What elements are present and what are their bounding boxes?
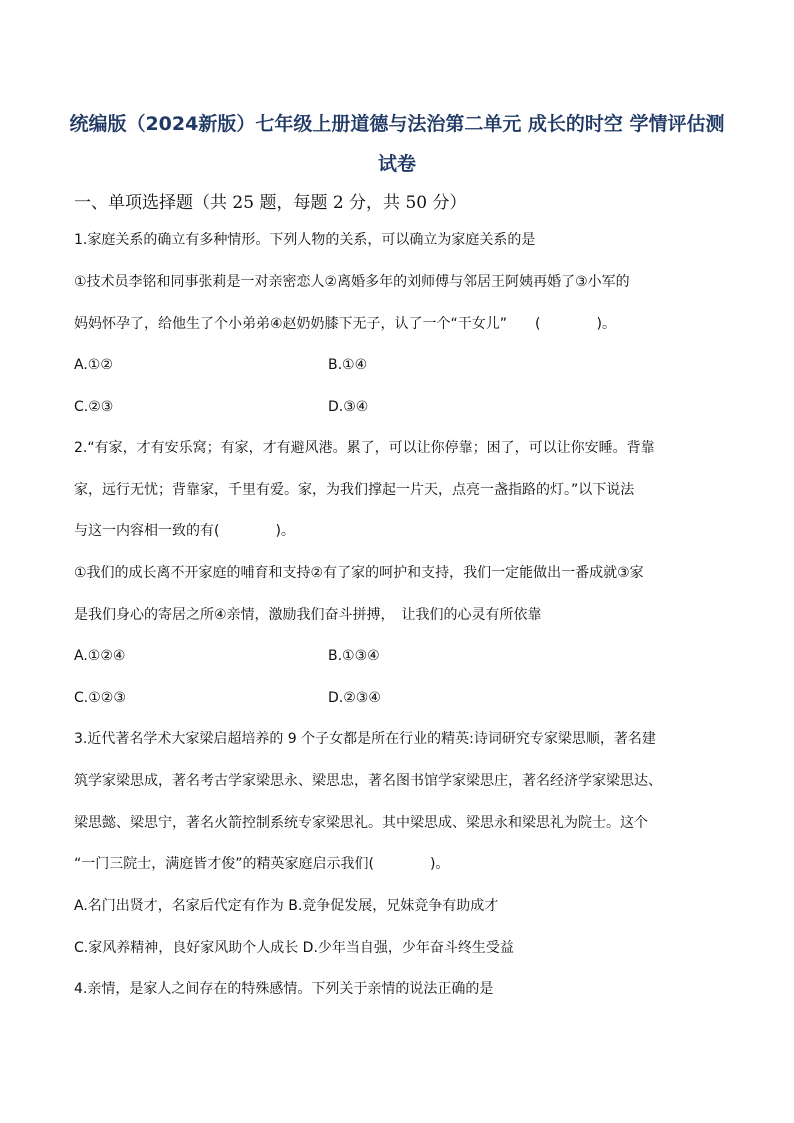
- option-c: C.②③: [74, 399, 114, 415]
- q1-options-row: [74, 397, 724, 417]
- q3-stem-line: 筑学家梁思成，著名考古学家梁思永、梁思忠，著名图书馆学家梁思庄，著名经济学家梁思达、: [74, 773, 662, 789]
- q1-stem: 1.家庭关系的确立有多种情形。下列人物的关系，可以确立为家庭关系的是: [74, 232, 536, 248]
- title-line-1: 统编版（2024新版）七年级上册道德与法治第二单元 成长的时空 学情评估测: [69, 113, 725, 135]
- q2-stem-line: 与这一内容相一致的有( )。: [74, 523, 295, 539]
- option-c: C.①②③: [74, 690, 126, 706]
- option-b: B.①④: [328, 357, 368, 373]
- q3-stem-line: 3.近代著名学术大家梁启超培养的 9 个子女都是所在行业的精英:诗词研究专家梁思顺，著名建: [74, 731, 656, 747]
- option-a: A.①②: [74, 357, 113, 373]
- q1-options-row: [74, 355, 724, 375]
- option-d: D.②③④: [328, 690, 381, 706]
- option-d: D.③④: [328, 399, 369, 415]
- q2-statement-line: 是我们身心的寄居之所④亲情，激励我们奋斗拼搏， 让我们的心灵有所依靠: [74, 607, 542, 623]
- document-title: [60, 104, 734, 184]
- option-a: A.①②④: [74, 648, 126, 664]
- q2-stem-line: 家，远行无忧；背靠家，千里有爱。家，为我们撑起一片天，点亮一盏指路的灯。”以下说法: [74, 482, 635, 498]
- q3-options-line: A.名门出贤才，名家后代定有作为 B.竞争促发展，兄妹竞争有助成才: [74, 898, 499, 914]
- section-heading: 一、单项选择题（共 25 题，每题 2 分，共 50 分）: [74, 193, 467, 213]
- q2-options-row: [74, 646, 724, 666]
- q3-stem-line: 梁思懿、梁思宁，著名火箭控制系统专家梁思礼。其中梁思成、梁思永和梁思礼为院士。这个: [74, 815, 648, 831]
- q3-stem-line: “一门三院士，满庭皆才俊”的精英家庭启示我们( )。: [74, 856, 450, 872]
- q2-options-row: [74, 688, 724, 708]
- title-line-2: 试卷: [377, 153, 416, 175]
- q4-stem: 4.亲情，是家人之间存在的特殊感情。下列关于亲情的说法正确的是: [74, 981, 494, 997]
- option-b: B.①③④: [328, 648, 380, 664]
- q1-statement-line: ①技术员李铭和同事张莉是一对亲密恋人②离婚多年的刘师傅与邻居王阿姨再婚了③小军的: [74, 274, 630, 290]
- q3-options-line: C.家风养精神，良好家风助个人成长 D.少年当自强，少年奋斗终生受益: [74, 940, 514, 956]
- q1-statement-line: 妈妈怀孕了，给他生了个小弟弟④赵奶奶膝下无子，认了一个“干女儿” ( )。: [74, 316, 616, 332]
- q2-stem-line: 2.“有家，才有安乐窝；有家，才有避风港。累了，可以让你停靠；困了，可以让你安睡。背靠: [74, 440, 655, 456]
- q2-statement-line: ①我们的成长离不开家庭的哺育和支持②有了家的呵护和支持，我们一定能做出一番成就③家: [74, 565, 644, 581]
